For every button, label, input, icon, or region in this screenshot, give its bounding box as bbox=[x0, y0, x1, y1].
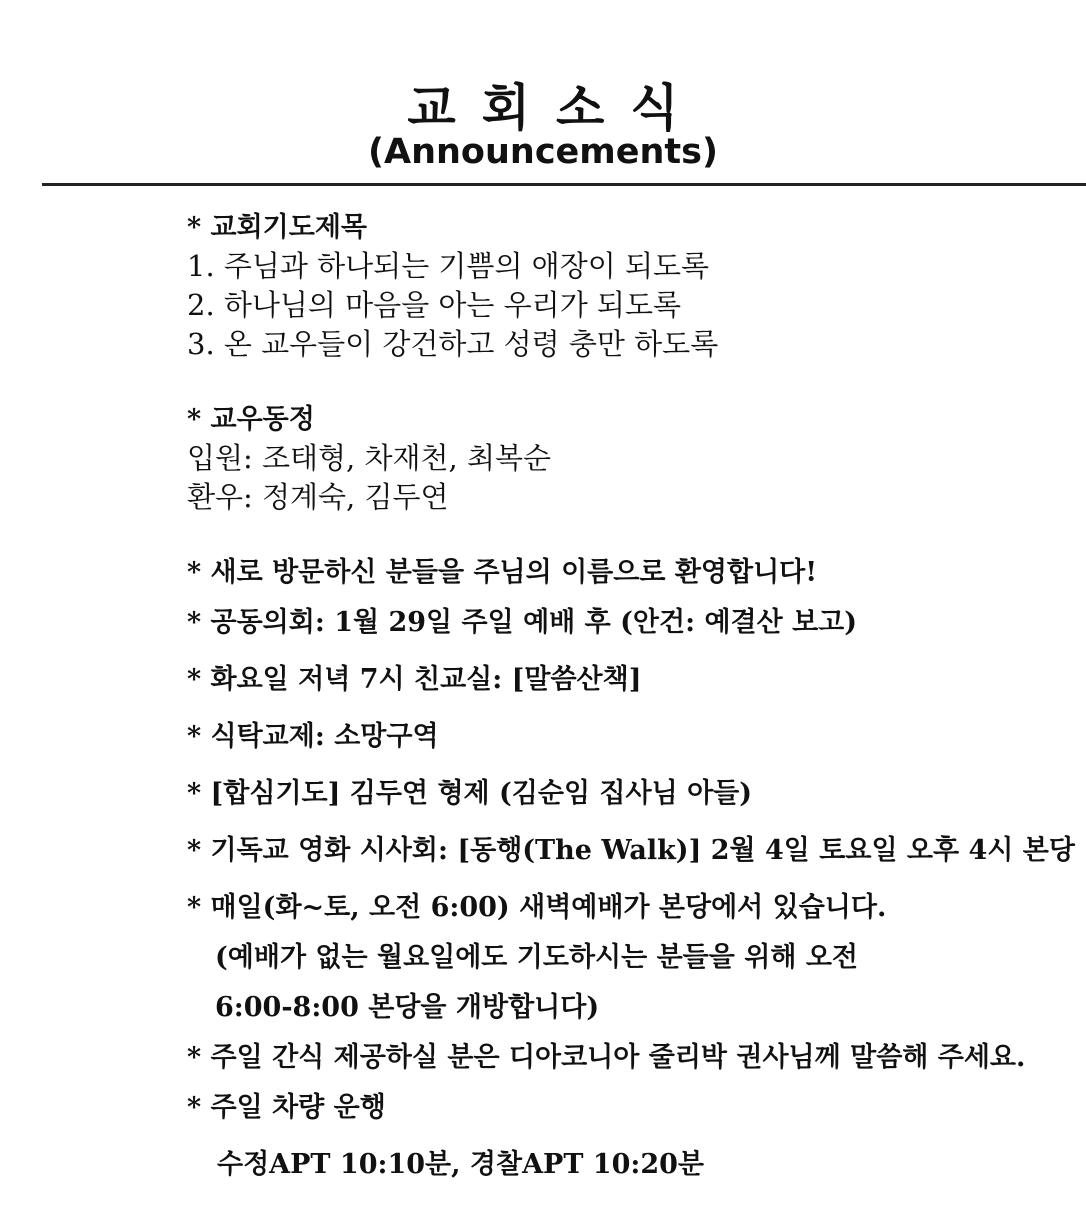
members-admitted: 입원: 조태형, 차재천, 최복순 bbox=[187, 441, 552, 475]
notice-welcome: * 새로 방문하신 분들을 주님의 이름으로 환영합니다! bbox=[187, 557, 818, 588]
shuttle-heading: * 주일 차량 운행 bbox=[187, 1092, 386, 1123]
prayer-item: 3. 온 교우들이 강건하고 성령 충만 하도록 bbox=[187, 327, 719, 361]
notice-dawn-service: * 매일(화~토, 오전 6:00) 새벽예배가 본당에서 있습니다. bbox=[187, 892, 887, 923]
notice-tuesday-study: * 화요일 저녁 7시 친교실: [말씀산책] bbox=[187, 664, 642, 695]
notice-movie-screening: * 기독교 영화 시사회: [동행(The Walk)] 2월 4일 토요일 오후 4시 본당 bbox=[187, 835, 1075, 866]
notice-dawn-service-detail: (예배가 없는 월요일에도 기도하시는 분들을 위해 오전 bbox=[215, 942, 858, 973]
shuttle-schedule: 수정APT 10:10분, 경찰APT 10:20분 bbox=[217, 1149, 705, 1180]
page-subtitle: (Announcements) bbox=[368, 132, 718, 172]
notice-snack: * 주일 간식 제공하실 분은 디아코니아 줄리박 권사님께 말씀해 주세요. bbox=[187, 1042, 1026, 1073]
announcements-body bbox=[187, 208, 1082, 1184]
prayer-item: 1. 주님과 하나되는 기쁨의 애장이 되도록 bbox=[187, 249, 709, 283]
members-heading: * 교우동정 bbox=[187, 404, 315, 435]
prayer-heading: * 교회기도제목 bbox=[187, 212, 368, 243]
notice-dawn-service-hours: 6:00-8:00 본당을 개방합니다) bbox=[215, 992, 600, 1023]
header-divider bbox=[42, 183, 1086, 186]
notice-prayer-request: * [합심기도] 김두연 형제 (김순임 집사님 아들) bbox=[187, 778, 753, 809]
members-recovered: 환우: 정계숙, 김두연 bbox=[187, 480, 449, 514]
notice-congregation-meeting: * 공동의회: 1월 29일 주일 예배 후 (안건: 예결산 보고) bbox=[187, 607, 858, 638]
prayer-item: 2. 하나님의 마음을 아는 우리가 되도록 bbox=[187, 288, 681, 322]
page-title: 교회소식 bbox=[407, 79, 705, 137]
notice-fellowship-meal: * 식탁교제: 소망구역 bbox=[187, 721, 439, 752]
